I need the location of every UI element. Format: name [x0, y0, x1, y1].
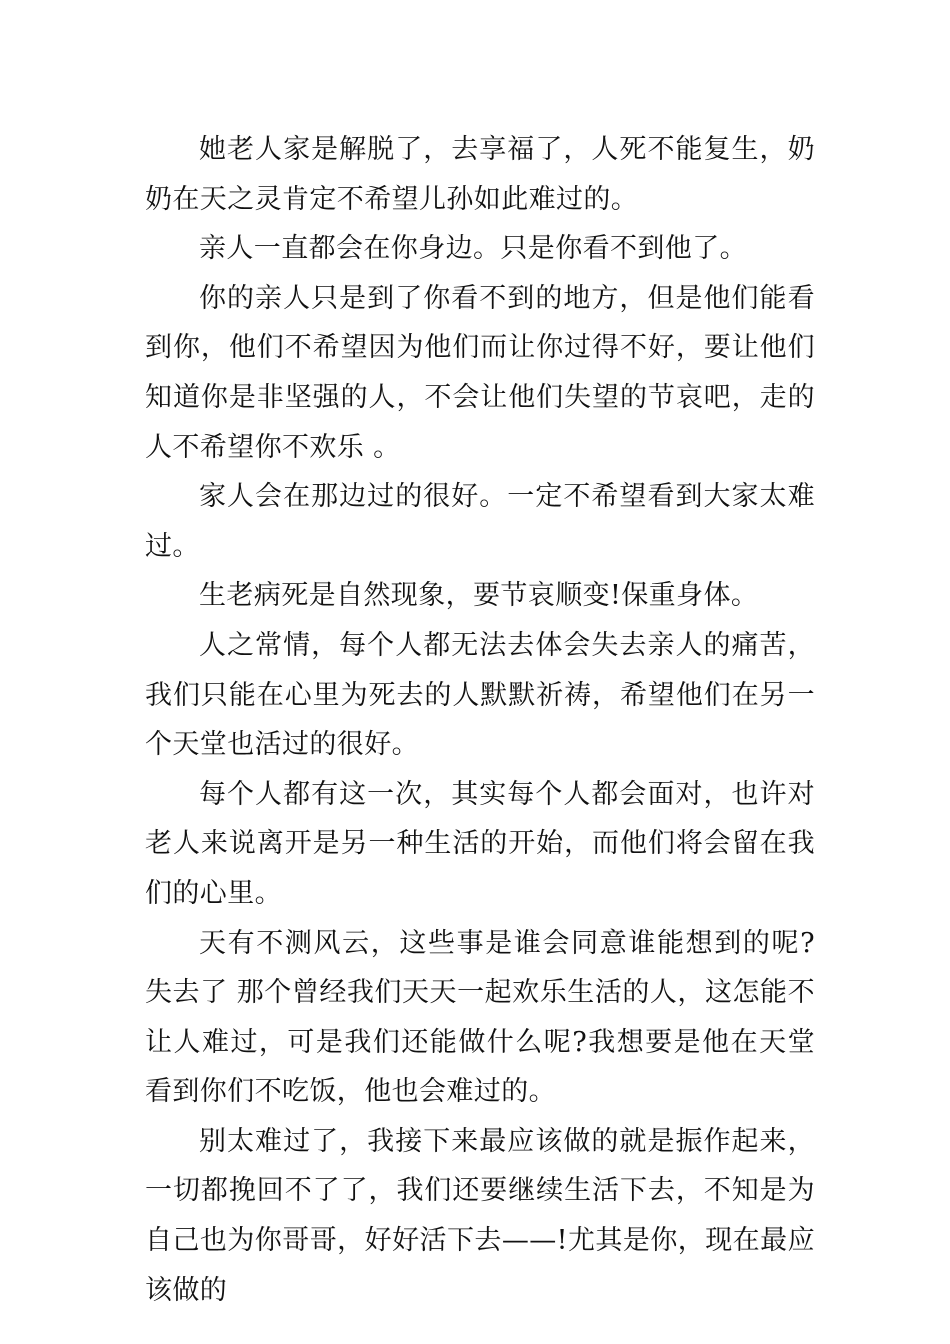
paragraph-5: 生老病死是自然现象，要节哀顺变!保重身体。: [199, 580, 759, 612]
paragraph-1: 她老人家是解脱了，去享福了，人死不能复生，奶奶在天之灵肯定不希望儿孙如此难过的。: [145, 134, 815, 215]
paragraph-7: 每个人都有这一次，其实每个人都会面对，也许对老人来说离开是另一种生活的开始，而他们将会留在我们的心里。: [145, 778, 815, 909]
paragraph-4: 家人会在那边过的很好。一定不希望看到大家太难过。: [145, 481, 815, 562]
paragraph-2: 亲人一直都会在你身边。只是你看不到他了。: [199, 233, 747, 265]
paragraph-9: 别太难过了，我接下来最应该做的就是振作起来，一切都挽回不了了，我们还要继续生活下去，不知是为自己也为你哥哥，好好活下去——!尤其是你，现在最应该做的: [145, 1125, 815, 1306]
document-body: [145, 125, 815, 1315]
paragraph-3: 你的亲人只是到了你看不到的地方，但是他们能看到你，他们不希望因为他们而让你过得不好，要让他们知道你是非坚强的人，不会让他们失望的节哀吧，走的人不希望你不欢乐 。: [145, 282, 815, 463]
paragraph-6: 人之常情，每个人都无法去体会失去亲人的痛苦，我们只能在心里为死去的人默默祈祷，希望他们在另一个天堂也活过的很好。: [145, 629, 815, 761]
paragraph-8: 天有不测风云，这些事是谁会同意谁能想到的呢?失去了 那个曾经我们天天一起欢乐生活的人，这怎能不让人难过，可是我们还能做什么呢?我想要是他在天堂看到你们不吃饭，他也会难过的。: [145, 927, 815, 1108]
